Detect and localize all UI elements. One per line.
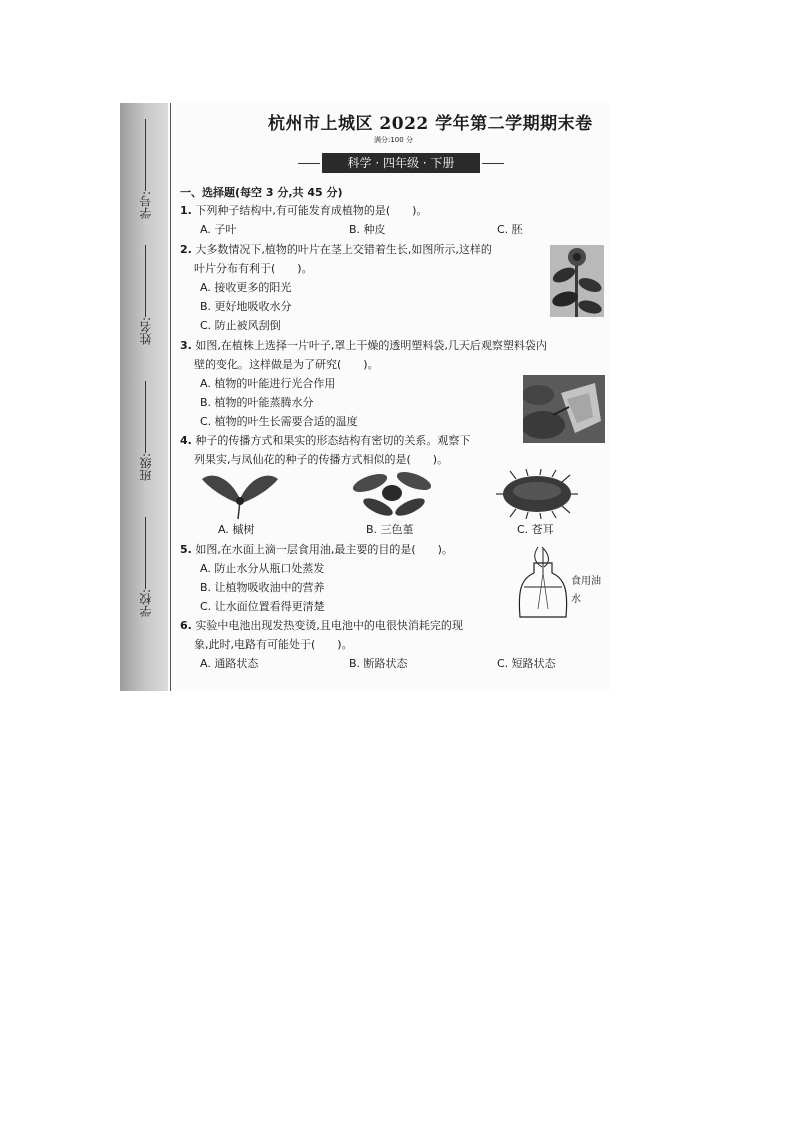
exam-sheet	[120, 103, 610, 691]
question-2-number: 2.	[180, 243, 192, 256]
question-5	[180, 543, 453, 557]
oil-water-bottle-diagram	[518, 543, 570, 621]
question-3-number: 3.	[180, 339, 192, 352]
class-field[interactable]	[138, 377, 152, 481]
question-5-number: 5.	[180, 543, 192, 556]
water-label: 水	[571, 594, 581, 605]
question-1-option-c[interactable]: C. 胚	[497, 223, 523, 236]
question-6-option-a[interactable]: A. 通路状态	[200, 657, 259, 670]
name-label: 姓名:	[138, 317, 153, 346]
question-2-option-b[interactable]: B. 更好地吸收水分	[200, 300, 292, 313]
question-6-number: 6.	[180, 619, 192, 632]
question-1-text: 下列种子结构中,有可能发育成植物的是( )。	[195, 204, 428, 217]
question-5-text: 如图,在水面上滴一层食用油,最主要的目的是( )。	[195, 543, 453, 556]
question-1-option-a[interactable]: A. 子叶	[200, 223, 237, 236]
name-blank[interactable]	[145, 245, 146, 317]
question-6-text-line-1: 实验中电池出现发热变烫,且电池中的电很快消耗完的现	[195, 619, 463, 632]
maple-fruit-image	[200, 469, 280, 521]
student-number-label: 学号:	[138, 191, 153, 220]
question-4-option-b[interactable]: B. 三色堇	[366, 523, 414, 536]
question-3-option-c[interactable]: C. 植物的叶生长需要合适的温度	[200, 415, 358, 428]
question-3	[180, 339, 547, 353]
question-4-text-line-1: 种子的传播方式和果实的形态结构有密切的关系。观察下	[195, 434, 471, 447]
question-2	[180, 243, 492, 257]
question-4-text-line-2: 列果实,与凤仙花的种子的传播方式相似的是( )。	[194, 453, 449, 466]
question-3-text-line-1: 如图,在植株上选择一片叶子,罩上干燥的透明塑料袋,几天后观察塑料袋内	[195, 339, 547, 352]
student-number-field[interactable]	[138, 115, 152, 219]
question-5-option-b[interactable]: B. 让植物吸收油中的营养	[200, 581, 325, 594]
school-field[interactable]	[138, 513, 152, 617]
question-6	[180, 619, 463, 633]
sunflower-photo	[550, 245, 604, 317]
binding-line	[170, 103, 171, 691]
question-1-number: 1.	[180, 204, 192, 217]
question-4	[180, 434, 470, 448]
cocklebur-fruit-image	[496, 469, 578, 519]
question-1	[180, 204, 427, 218]
subject-label: 科学 · 四年级 · 下册	[322, 153, 480, 173]
school-label: 学校:	[138, 589, 153, 618]
question-1-option-b[interactable]: B. 种皮	[349, 223, 386, 236]
question-3-option-a[interactable]: A. 植物的叶能进行光合作用	[200, 377, 336, 390]
pansy-fruit-image	[348, 467, 436, 519]
question-3-option-b[interactable]: B. 植物的叶能蒸腾水分	[200, 396, 314, 409]
question-2-text-line-2: 叶片分布有利于( )。	[194, 262, 313, 275]
question-6-option-b[interactable]: B. 断路状态	[349, 657, 408, 670]
oil-label: 食用油	[571, 576, 601, 587]
class-blank[interactable]	[145, 381, 146, 453]
school-blank[interactable]	[145, 517, 146, 589]
full-mark: 满分:100 分	[374, 136, 413, 144]
subject-banner	[298, 153, 504, 173]
question-2-text-line-1: 大多数情况下,植物的叶片在茎上交错着生长,如图所示,这样的	[195, 243, 492, 256]
question-6-text-line-2: 象,此时,电路有可能处于( )。	[194, 638, 353, 651]
question-4-option-c[interactable]: C. 苍耳	[517, 523, 554, 536]
question-5-option-c[interactable]: C. 让水面位置看得更清楚	[200, 600, 325, 613]
name-field[interactable]	[138, 241, 152, 345]
question-6-option-c[interactable]: C. 短路状态	[497, 657, 556, 670]
question-4-number: 4.	[180, 434, 192, 447]
class-label: 班级:	[138, 453, 153, 482]
exam-title: 杭州市上城区 2022 学年第二学期期末卷	[268, 114, 593, 134]
plastic-bag-leaf-photo	[523, 375, 605, 443]
student-number-blank[interactable]	[145, 119, 146, 191]
question-2-option-a[interactable]: A. 接收更多的阳光	[200, 281, 292, 294]
question-3-text-line-2: 壁的变化。这样做是为了研究( )。	[194, 358, 379, 371]
question-2-option-c[interactable]: C. 防止被风刮倒	[200, 319, 281, 332]
question-4-option-a[interactable]: A. 槭树	[218, 523, 255, 536]
section-heading: 一、选择题(每空 3 分,共 45 分)	[180, 186, 343, 199]
question-5-option-a[interactable]: A. 防止水分从瓶口处蒸发	[200, 562, 325, 575]
